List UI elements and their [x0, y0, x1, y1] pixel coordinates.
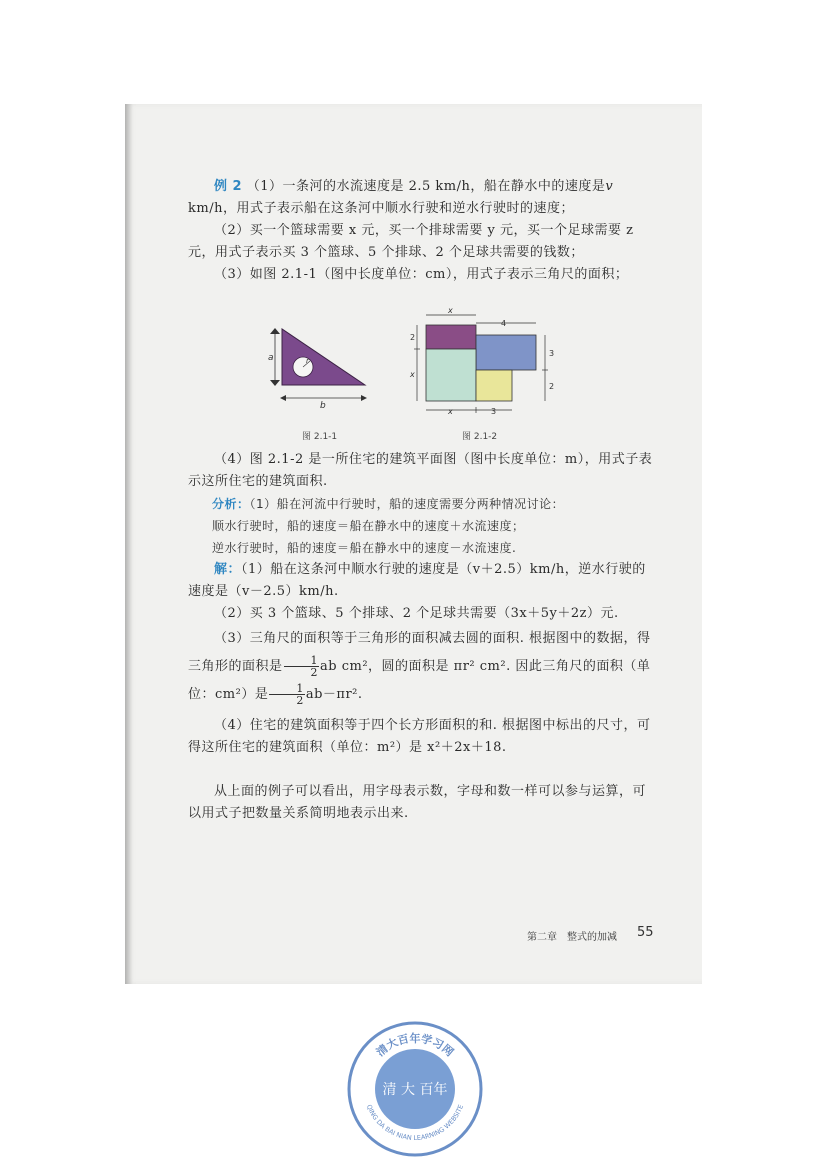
conclusion-paragraph: 从上面的例子可以看出，用字母表示数，字母和数一样可以参与运算，可以用式子把数量关系简明地表示出来. — [188, 784, 647, 821]
dim-a-arrow-bottom — [270, 380, 280, 386]
figure2-caption: 图 2.1-2 — [462, 432, 498, 442]
body-block — [188, 449, 656, 825]
solution-part1 — [188, 559, 656, 603]
example-part2: （2）买一个篮球需要 x 元，买一个排球需要 y 元，买一个足球需要 z 元，用式子表示买 3 个篮球、5 个排球、2 个足球共需要的钱数； — [188, 223, 634, 260]
solution-label: 解： — [214, 562, 242, 577]
example-part1 — [188, 176, 656, 220]
fraction-half-1 — [284, 655, 320, 678]
label-b: b — [320, 401, 326, 411]
fraction-den-2: 2 — [296, 694, 304, 707]
fraction-half-2 — [269, 683, 305, 706]
label-4-top: 4 — [501, 319, 507, 328]
figure-triangle-ruler — [262, 322, 382, 412]
label-r: r — [306, 357, 309, 365]
label-a: a — [268, 353, 274, 363]
solution-part3-c: ab－πr². — [305, 687, 363, 702]
label-x-bottom: x — [448, 407, 453, 416]
example-part3: （3）如图 2.1-1（图中长度单位：cm），用式子表示三角尺的面积； — [214, 267, 629, 282]
dim-b-arrow-left — [280, 395, 286, 401]
analysis-line2: 顺水行驶时，船的速度＝船在静水中的速度＋水流速度； — [212, 519, 525, 533]
rect-purple — [426, 325, 476, 349]
solution-part3 — [188, 625, 656, 709]
solution-part2: （2）买 3 个篮球、5 个排球、2 个足球共需要（3x＋5y＋2z）元. — [214, 606, 619, 621]
analysis-line1-text: （1）船在河流中行驶时，船的速度需要分两种情况讨论： — [249, 497, 565, 511]
rect-yellow — [476, 370, 512, 401]
chapter-footer: 第二章 整式的加减 — [527, 932, 617, 943]
example-part1-b: km/h，用式子表示船在这条河中顺水行驶和逆水行驶时的速度； — [188, 201, 574, 216]
rect-green — [426, 349, 476, 401]
solution-part1-text: （1）船在这条河中顺水行驶的速度是（v＋2.5）km/h，逆水行驶的速度是（v－2.5）km/h. — [188, 562, 646, 599]
dim-b-arrow-right — [361, 395, 367, 401]
solution-part4: （4）住宅的建筑面积等于四个长方形面积的和. 根据图中标出的尺寸，可得这所住宅的建筑面积（单位：m²）是 x²＋2x＋18. — [188, 718, 651, 755]
example-part1-a: （1）一条河的水流速度是 2.5 km/h，船在静水中的速度是 — [246, 179, 606, 194]
figure-floor-plan — [408, 307, 558, 417]
triangle-shape — [282, 329, 365, 385]
analysis-label: 分析： — [212, 497, 250, 511]
example-block — [188, 176, 656, 286]
analysis-line1 — [188, 493, 656, 515]
label-3-right: 3 — [549, 349, 555, 358]
fraction-den-1: 2 — [310, 666, 319, 679]
watermark-center-text: 清 大 百年 — [382, 1082, 448, 1098]
label-2-right: 2 — [549, 382, 555, 391]
solution-part3-a: （3）三角尺的面积等于三角形的面积减去圆的面积. 根据图中的数据，得三角形的面积是 — [188, 631, 651, 674]
label-2-left: 2 — [410, 333, 416, 342]
label-x-top: x — [448, 307, 453, 315]
fraction-num-2: 1 — [269, 683, 305, 695]
solution-part3-b: ab cm²，圆的面积是 πr² cm². 因此三角尺的面积（单位：cm²）是 — [188, 659, 651, 702]
dim-a-arrow-top — [270, 328, 280, 334]
watermark-top-text: 清大百年学习网 — [373, 1032, 457, 1059]
example-label: 例 2 — [214, 179, 243, 194]
scanned-page — [125, 104, 702, 984]
example-part1-v: v — [605, 179, 614, 194]
figure1-caption: 图 2.1-1 — [302, 432, 338, 442]
analysis-line3: 逆水行驶时，船的速度＝船在静水中的速度－水流速度. — [212, 541, 517, 555]
watermark-bottom-text: QING DA BAI NIAN LEARNING WEBSITE — [364, 1103, 466, 1143]
example-part4: （4）图 2.1-2 是一所住宅的建筑平面图（图中长度单位：m），用式子表示这所住宅的建筑面积. — [188, 452, 653, 489]
watermark-logo — [346, 1020, 484, 1158]
fraction-num-1: 1 — [284, 655, 320, 667]
rect-blue — [476, 335, 536, 370]
page-number: 55 — [637, 925, 654, 940]
label-x-left: x — [410, 370, 415, 379]
label-3-bottom: 3 — [491, 407, 497, 416]
